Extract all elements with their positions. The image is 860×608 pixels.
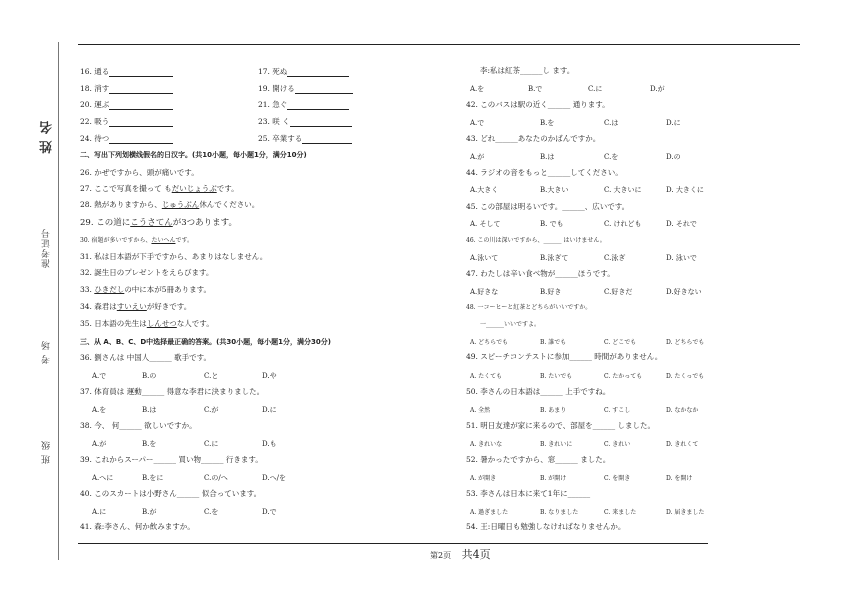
option-b: B. でも	[540, 220, 564, 228]
question-41: 41. 森:李さん、何か飲みますか。	[80, 522, 195, 531]
option-c: C.を	[604, 153, 619, 161]
vocab-item: 24. 待つ	[80, 133, 173, 144]
option-d: D. なかなか	[666, 407, 699, 414]
vocab-item: 19. 開ける	[258, 83, 353, 94]
option-a: A.大きく	[470, 186, 499, 194]
option-c: C. たかっても	[604, 373, 643, 380]
option-c: C.泳ぎ	[604, 254, 626, 262]
option-b: B.は	[142, 406, 157, 414]
option-b: B.の	[142, 372, 157, 380]
option-c: C. を開き	[604, 475, 631, 482]
option-b: B. 誰でも	[540, 339, 567, 346]
option-d: D. 泳いで	[666, 254, 697, 262]
option-c: C.の/へ	[204, 474, 228, 482]
question-40: 40. このスカートは小野さん______ 似合っています。	[80, 489, 262, 498]
option-c: C.好きだ	[604, 288, 633, 296]
option-a: A. 過ぎました	[470, 509, 509, 516]
option-d: D.へ/を	[262, 474, 286, 482]
option-d: D.が	[650, 85, 665, 93]
page-footer	[430, 546, 491, 562]
option-b: B.をに	[142, 474, 164, 482]
question-43: 43. どれ______あなたのかばんですか。	[466, 134, 601, 143]
question-48-reply: 一______いいですよ。	[480, 321, 541, 328]
top-rule	[78, 44, 800, 45]
option-c: C.が	[204, 406, 219, 414]
option-d: D. 届きました	[666, 509, 705, 516]
question-31: 31. 私は日本語が下手ですから、あまりはなしません。	[80, 252, 268, 261]
name-label: 姓 名	[40, 120, 55, 154]
option-d: D. きれくて	[666, 441, 699, 448]
option-b: B. なりました	[540, 509, 579, 516]
option-b: B. たいでも	[540, 373, 573, 380]
option-a: A.が	[470, 153, 485, 161]
vocab-item: 18. 消す	[80, 83, 173, 94]
exam-room-label: 考 场	[42, 340, 52, 364]
option-a: A.で	[92, 372, 107, 380]
section3-heading: 三、从 A、B、C、D中选择最正确的答案。(共30小题，每小题1分，满分30分)	[80, 338, 331, 346]
option-b: B.を	[540, 119, 555, 127]
option-a: A.に	[92, 508, 107, 516]
option-d: D.の	[666, 153, 681, 161]
option-a: A.泳いて	[470, 254, 499, 262]
option-a: A.を	[470, 85, 485, 93]
binding-line	[58, 42, 59, 560]
option-b: B.が	[142, 508, 157, 516]
bottom-rule	[78, 543, 708, 544]
question-29: 29. この道にこうさてんが3つあります。	[80, 218, 237, 228]
option-d: D. を開け	[666, 475, 693, 482]
question-51: 51. 明日友達が家に来るので、部屋を______ しました。	[466, 421, 656, 430]
question-45: 45. この部屋は明るいです。______、広いです。	[466, 202, 630, 211]
option-b: B.大きい	[540, 186, 569, 194]
option-a: A.好きな	[470, 288, 499, 296]
option-d: D. たくっでも	[666, 373, 705, 380]
page-number: 第2页	[430, 551, 452, 560]
option-c: C. きれい	[604, 441, 631, 448]
option-a: A.が	[92, 440, 107, 448]
question-49: 49. スピーチコンテストに参加______ 時間がありません。	[466, 352, 663, 361]
question-52: 52. 暑かったですから、窓______ ました。	[466, 455, 611, 464]
option-c: C.に	[588, 85, 603, 93]
question-46: 46. この川は深いですから、______ はいけません。	[466, 237, 606, 244]
option-b: B. きれいに	[540, 441, 573, 448]
vocab-item: 21. 急ぐ	[258, 99, 349, 110]
option-b: B.好き	[540, 288, 562, 296]
option-c: C. 来ました	[604, 509, 637, 516]
option-b: B.を	[142, 440, 157, 448]
question-32: 32. 誕生日のプレゼントをえらびます。	[80, 268, 214, 277]
option-d: D.で	[262, 508, 277, 516]
option-c: C.に	[204, 440, 219, 448]
option-a: A. たくても	[470, 373, 503, 380]
vocab-item: 23. 咲 く	[258, 116, 352, 127]
option-c: C.と	[204, 372, 219, 380]
question-28: 28. 熱がありますから、じゅうぶん休んでください。	[80, 200, 260, 209]
option-d: D.も	[262, 440, 277, 448]
vocab-item: 17. 死ぬ	[258, 66, 349, 77]
option-b: B. が開け	[540, 475, 567, 482]
option-a: A.を	[92, 406, 107, 414]
option-b: B.で	[528, 85, 543, 93]
question-26: 26. かぜですから、頭が痛いです。	[80, 168, 199, 177]
question-39: 39. これからスーパー______ 買い物______ 行きます。	[80, 455, 263, 464]
vocab-item: 16. 通る	[80, 66, 173, 77]
option-c: C.を	[204, 508, 219, 516]
question-37: 37. 体育員は 運動______ 得意な李君に決まりました。	[80, 387, 265, 396]
option-d: D.好きない	[666, 288, 702, 296]
question-36: 36. 劉さんは 中国人______ 歌手です。	[80, 353, 211, 362]
question-27: 27. ここで写真を撮って もだいじょうぶです。	[80, 184, 239, 193]
option-c: C. どこでも	[604, 339, 637, 346]
question-53: 53. 李さんは日本に来て1年に______	[466, 489, 591, 498]
option-d: D.に	[262, 406, 277, 414]
page-total: 共4页	[461, 548, 491, 561]
class-label: 班 级	[42, 440, 52, 464]
vocab-item: 25. 卒業する	[258, 133, 352, 144]
option-c: C. すこし	[604, 407, 631, 414]
option-b: B.泳ぎて	[540, 254, 569, 262]
option-a: A. どちらでも	[470, 339, 509, 346]
question-47: 47. わたしは辛い食べ物が______ほうです。	[466, 269, 615, 278]
option-d: D.や	[262, 372, 277, 380]
option-d: D. それで	[666, 220, 697, 228]
question-44: 44. ラジオの音をもっと______してください。	[466, 168, 623, 177]
section2-heading: 二、写出下列划横线假名的日汉字。(共10小题，每小题1分，满分10分)	[80, 151, 307, 159]
question-41-answer: 李:私は紅茶______し ます。	[480, 66, 575, 75]
option-c: C.は	[604, 119, 619, 127]
question-38: 38. 今、 何______ 欲しいですか。	[80, 421, 197, 430]
option-a: A. が開き	[470, 475, 497, 482]
exam-id-label: 准考证号	[42, 228, 52, 268]
option-d: D.に	[666, 119, 681, 127]
option-c: C. 大きいに	[604, 186, 642, 194]
question-35: 35. 日本語の先生はしんせつな人です。	[80, 319, 214, 328]
option-b: B. あまり	[540, 407, 567, 414]
question-34: 34. 森君はすいえいが好きです。	[80, 302, 192, 311]
vocab-item: 20. 運ぶ	[80, 99, 173, 110]
option-d: D. 大きくに	[666, 186, 704, 194]
option-d: D. どちらでも	[666, 339, 705, 346]
option-c: C. けれども	[604, 220, 642, 228]
question-42: 42. このバスは駅の近く______ 通ります。	[466, 100, 610, 109]
question-33: 33. ひきだしの中に本が5冊あります。	[80, 285, 211, 294]
vocab-item: 22. 吸う	[80, 116, 173, 127]
question-54: 54. 王:日曜日も勉強しなければなりませんか。	[466, 522, 626, 531]
question-30: 30. 宿題が多いですから、たいへんです。	[80, 237, 193, 244]
option-a: A. そして	[470, 220, 501, 228]
question-50: 50. 李さんの日本語は______ 上手ですね。	[466, 387, 611, 396]
option-b: B.は	[540, 153, 555, 161]
option-a: A.へに	[92, 474, 114, 482]
option-a: A. 全然	[470, 407, 491, 414]
option-a: A.で	[470, 119, 485, 127]
option-a: A. きれいな	[470, 441, 503, 448]
question-48: 48. 一コーヒーと紅茶とどちらがいいですか。	[466, 304, 592, 311]
